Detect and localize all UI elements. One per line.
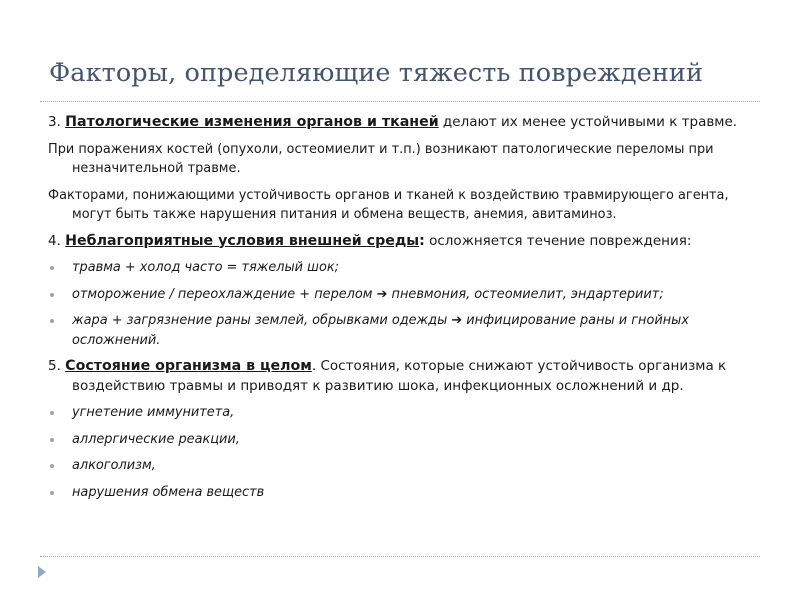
section-5 <box>48 357 753 396</box>
section-3-paragraph-1: При поражениях костей (опухоли, остеомиелит и т.п.) возникают патологические переломы при незначительной травме. <box>48 141 714 176</box>
section-3-number: 3. <box>48 114 66 130</box>
section-3-paragraph-2: Факторами, понижающими устойчивость органов и тканей к воздействию травмирующего агента, могут быть также нарушения питания и обмена веществ, анемия, авитаминоз. <box>48 187 729 222</box>
section-4-colon: : <box>419 232 425 249</box>
section-4-bullets <box>48 258 753 350</box>
section-5-text: . Состояния, которые снижают устойчивость организма к воздействию травмы и приводят к развитию шока, инфекционных осложнений и др. <box>72 358 727 394</box>
slide-content <box>48 113 753 509</box>
list-item: жара + загрязнение раны землей, обрывками одежды ➔ инфицирование раны и гнойных осложнений. <box>48 311 753 350</box>
section-4 <box>48 232 753 252</box>
list-item: отморожение / переохлаждение + перелом ➔ пневмония, остеомиелит, эндартериит; <box>48 285 753 305</box>
slide-title: Факторы, определяющие тяжесть повреждений <box>49 58 704 88</box>
section-5-number: 5. <box>48 358 66 374</box>
section-4-number: 4. <box>48 232 66 249</box>
list-item: угнетение иммунитета, <box>48 403 753 423</box>
list-item: травма + холод часто = тяжелый шок; <box>48 258 753 278</box>
footer-divider <box>40 556 760 557</box>
list-item: нарушения обмена веществ <box>48 483 753 503</box>
section-5-bullets <box>48 403 753 502</box>
section-4-text: осложняется течение повреждения: <box>424 232 692 249</box>
section-3-text: делают их менее устойчивыми к травме. <box>438 114 738 130</box>
list-item: алкоголизм, <box>48 456 753 476</box>
section-3 <box>48 113 753 133</box>
list-item: аллергические реакции, <box>48 430 753 450</box>
triangle-right-icon[interactable] <box>38 566 46 578</box>
section-4-heading: Неблагоприятные условия внешней среды <box>65 232 420 249</box>
title-divider <box>40 101 760 102</box>
section-3-heading: Патологические изменения органов и тканей <box>65 114 439 130</box>
section-5-heading: Состояние организма в целом <box>65 358 312 374</box>
